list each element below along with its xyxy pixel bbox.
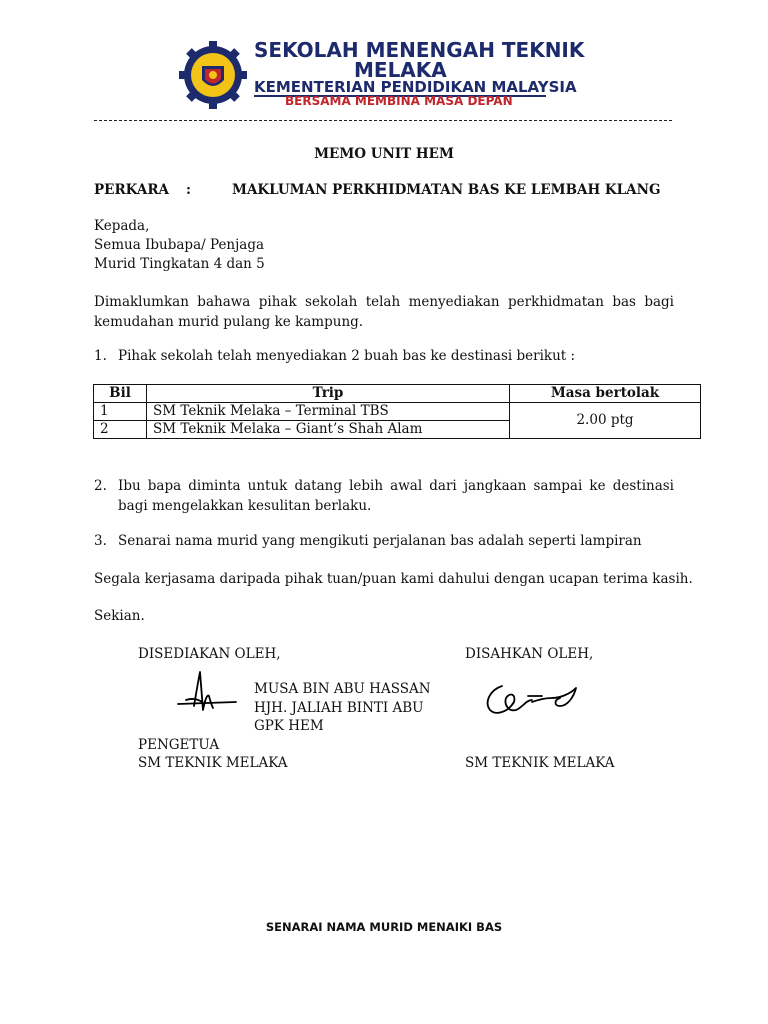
signatory-position: GPK HEM (254, 718, 324, 734)
point-number: 3. (94, 533, 107, 549)
table-row (94, 403, 701, 421)
thanks-paragraph: Segala kerjasama daripada pihak tuan/puan kami dahului dengan ucapan terima kasih. (94, 571, 693, 587)
appendix-title: SENARAI NAMA MURID MENAIKI BAS (265, 920, 503, 934)
signature-right-icon (480, 676, 584, 724)
point-text: Pihak sekolah telah menyediakan 2 buah bas ke destinasi berikut : (118, 348, 576, 364)
approved-by-label: DISAHKAN OLEH, (465, 646, 594, 662)
header-trip: Trip (147, 385, 510, 403)
school-name-line-1: SEKOLAH MENENGAH TEKNIK (254, 38, 585, 62)
header-masa-bertolak: Masa bertolak (510, 385, 701, 403)
cell-bil: 1 (94, 403, 147, 421)
school-crest-gear-icon (178, 40, 248, 110)
perkara-subject: MAKLUMAN PERKHIDMATAN BAS KE LEMBAH KLANG (232, 182, 661, 198)
recipient-line: Murid Tingkatan 4 dan 5 (94, 256, 265, 272)
cell-trip: SM Teknik Melaka – Terminal TBS (147, 403, 510, 421)
signature-left-icon (172, 664, 244, 716)
trip-table (93, 384, 701, 439)
cell-trip: SM Teknik Melaka – Giant’s Shah Alam (147, 421, 510, 439)
prepared-by-label: DISEDIAKAN OLEH, (138, 646, 281, 662)
organization-left: SM TEKNIK MELAKA (138, 755, 288, 771)
signatory-name: HJH. JALIAH BINTI ABU (254, 700, 424, 716)
point-text: Senarai nama murid yang mengikuti perjalanan bas adalah seperti lampiran (118, 533, 642, 549)
signatory-name: MUSA BIN ABU HASSAN (254, 681, 431, 697)
school-motto: BERSAMA MEMBINA MASA DEPAN (285, 94, 513, 108)
closing-text: Sekian. (94, 608, 145, 624)
recipient-line: Semua Ibubapa/ Penjaga (94, 237, 265, 253)
recipient-line: Kepada, (94, 218, 150, 234)
dashed-divider (94, 120, 672, 121)
perkara-label: PERKARA (94, 182, 170, 198)
point-number: 2. (94, 478, 107, 494)
header-bil: Bil (94, 385, 147, 403)
organization-right: SM TEKNIK MELAKA (465, 755, 615, 771)
ministry-name: KEMENTERIAN PENDIDIKAN MALAYSIA (254, 78, 577, 96)
intro-paragraph: Dimaklumkan bahawa pihak sekolah telah menyediakan perkhidmatan bas bagi kemudahan murid pulang ke kampung. (94, 294, 674, 330)
perkara-colon: : (186, 182, 191, 198)
school-name-line-2: MELAKA (354, 58, 447, 82)
table-header-row (94, 385, 701, 403)
signatory-position: PENGETUA (138, 737, 220, 753)
memo-title: MEMO UNIT HEM (314, 146, 454, 162)
point-text: Ibu bapa diminta untuk datang lebih awal dari jangkaan sampai ke destinasi bagi mengelakkan kesulitan berlaku. (118, 478, 674, 514)
cell-bil: 2 (94, 421, 147, 439)
point-number: 1. (94, 348, 107, 364)
cell-masa-bertolak: 2.00 ptg (510, 403, 701, 439)
